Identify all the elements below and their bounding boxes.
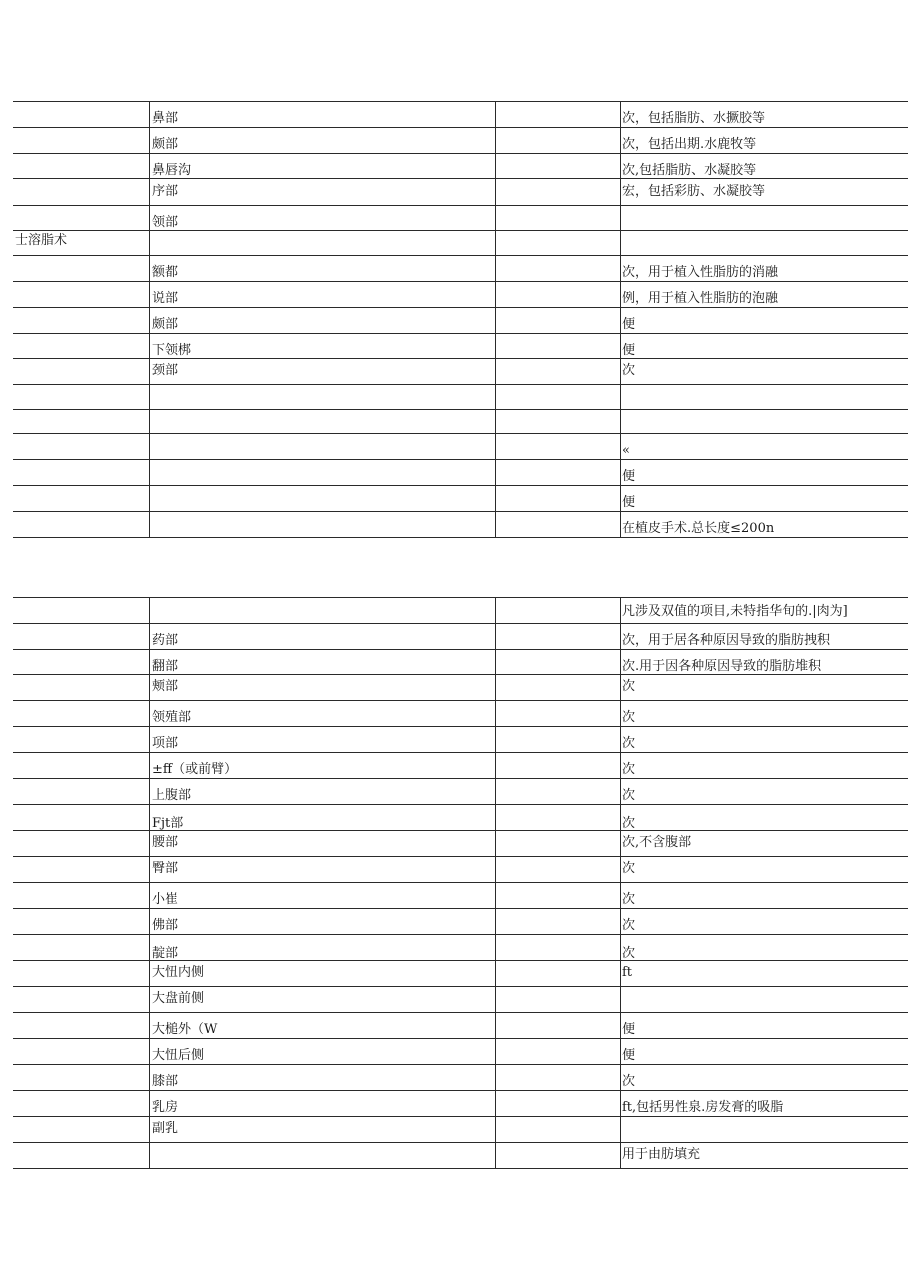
table-row [13,410,908,434]
cell-text: 次 [622,762,636,777]
table-row [13,460,908,486]
table-cell-c4 [620,883,908,908]
cell-text: 颈部 [152,363,179,378]
table-cell-c3 [495,1143,620,1168]
cell-text: ft [622,965,633,980]
table-cell-c2 [149,675,495,700]
table-row [13,753,908,779]
table-cell-c4 [620,727,908,752]
table-row [13,359,908,385]
table-row [13,909,908,935]
table-cell-c3 [495,512,620,537]
table-cell-c3 [495,308,620,333]
table-cell-c2 [149,779,495,804]
table-cell-c4 [620,624,908,649]
table-row [13,961,908,987]
cell-text: 便 [622,1048,636,1063]
table-cell-c3 [495,231,620,255]
table-cell-c2 [149,231,495,255]
table-cell-c4 [620,206,908,230]
table-cell-c1 [13,460,149,485]
cell-text: 次 [622,710,636,725]
table-row [13,206,908,231]
table-cell-c1 [13,359,149,384]
cell-text: 次 [622,1074,636,1089]
table-cell-c2 [149,460,495,485]
procedure-table-2 [13,597,908,1169]
table-row [13,1091,908,1117]
cell-text: 便 [622,495,636,510]
cell-text: 次 [622,946,636,960]
table-row [13,857,908,883]
table-cell-c1 [13,624,149,649]
table-cell-c2 [149,1065,495,1090]
table-cell-c4 [620,831,908,856]
cell-text: 次 [622,788,636,803]
table-cell-c4 [620,410,908,433]
table-cell-c4 [620,987,908,1012]
cell-text: 次 [622,679,636,694]
table-cell-c2 [149,410,495,433]
table-cell-c2 [149,102,495,127]
table-cell-c4 [620,650,908,674]
table-cell-c4 [620,179,908,205]
table-cell-c4 [620,385,908,409]
table-cell-c3 [495,779,620,804]
table-cell-c1 [13,831,149,856]
table-cell-c2 [149,753,495,778]
cell-text: 大盘前侧 [152,991,205,1006]
cell-text: 翻部 [152,659,179,674]
table-cell-c1 [13,1091,149,1116]
table-cell-c3 [495,385,620,409]
table-row [13,1117,908,1143]
table-cell-c1 [13,179,149,205]
table-row [13,883,908,909]
cell-text: ft,包括男性泉.房发膏的吸脂 [622,1100,784,1115]
table-cell-c1 [13,701,149,726]
cell-text: 次.用于因各种原因导致的脂肪堆积 [622,659,822,674]
table-row [13,385,908,410]
cell-text: 凡涉及双值的项目,未特指华旬的.|肉为] [622,604,848,619]
table-cell-c4 [620,486,908,511]
cell-text: 次 [622,861,636,876]
table-row [13,128,908,154]
table-cell-c4 [620,805,908,830]
table-row [13,1013,908,1039]
table-row [13,779,908,805]
table-cell-c3 [495,805,620,830]
cell-text: 次 [622,892,636,907]
cell-text: 例，用于植入性脂肪的泡融 [622,291,779,306]
table-cell-c4 [620,1117,908,1142]
table-cell-c3 [495,1013,620,1038]
cell-text: 佛部 [152,918,179,933]
table-cell-c1 [13,805,149,830]
table-cell-c3 [495,179,620,205]
table-cell-c1 [13,857,149,882]
table-cell-c2 [149,883,495,908]
table-cell-c2 [149,128,495,153]
table-cell-c2 [149,1013,495,1038]
table-cell-c4 [620,701,908,726]
table-row [13,831,908,857]
cell-text: Fjt部 [152,816,184,830]
table-cell-c3 [495,206,620,230]
cell-text: 次，包括出期.水鹿牧等 [622,137,757,152]
cell-text: 便 [622,343,636,358]
table-cell-c1 [13,753,149,778]
table-cell-c1 [13,128,149,153]
table-cell-c1 [13,308,149,333]
table-cell-c1 [13,650,149,674]
table-row [13,486,908,512]
table-cell-c1 [13,154,149,178]
cell-text: 膝部 [152,1074,179,1089]
table-cell-c3 [495,909,620,934]
cell-text: 用于由肪填充 [622,1147,701,1162]
table-cell-c3 [495,1117,620,1142]
cell-text: 大忸后侧 [152,1048,205,1063]
table-cell-c2 [149,206,495,230]
cell-text: 大忸内侧 [152,965,205,980]
table-cell-c4 [620,1013,908,1038]
table-cell-c2 [149,987,495,1012]
cell-text: 士溶脂术 [15,233,68,248]
cell-text: 次，用于植入性脂肪的消融 [622,265,779,280]
table-row [13,256,908,282]
table-cell-c3 [495,1039,620,1064]
table-cell-c3 [495,701,620,726]
table-row [13,102,908,128]
table-cell-c4 [620,256,908,281]
table-cell-c1 [13,1143,149,1168]
table-cell-c1 [13,909,149,934]
table-cell-c4 [620,282,908,307]
table-cell-c2 [149,256,495,281]
table-cell-c3 [495,753,620,778]
table-cell-c4 [620,231,908,255]
table-cell-c1 [13,1039,149,1064]
cell-text: 腰部 [152,835,179,850]
table-cell-c3 [495,624,620,649]
table-cell-c4 [620,308,908,333]
table-cell-c3 [495,727,620,752]
table-row [13,1143,908,1169]
table-cell-c4 [620,128,908,153]
table-cell-c3 [495,987,620,1012]
table-cell-c1 [13,961,149,986]
table-cell-c3 [495,334,620,358]
table-cell-c3 [495,650,620,674]
table-cell-c2 [149,1039,495,1064]
table-cell-c1 [13,935,149,960]
cell-text: 领殖部 [152,710,192,725]
table-row [13,308,908,334]
table-cell-c4 [620,460,908,485]
table-cell-c2 [149,961,495,986]
table-cell-c4 [620,1065,908,1090]
cell-text: 次,不含腹部 [622,835,692,850]
cell-text: 次,包括脂肪、水凝胶等 [622,163,757,178]
table-cell-c2 [149,857,495,882]
table-row [13,282,908,308]
cell-text: 臀部 [152,861,179,876]
table-row [13,179,908,206]
table-cell-c3 [495,831,620,856]
table-cell-c3 [495,961,620,986]
cell-text: 便 [622,1022,636,1037]
cell-text: 鼻唇沟 [152,163,192,178]
table-cell-c1 [13,727,149,752]
table-cell-c2 [149,334,495,358]
table-cell-c4 [620,1143,908,1168]
cell-text: 项部 [152,736,179,751]
cell-text: « [622,443,630,458]
table-cell-c1 [13,256,149,281]
cell-text: 副乳 [152,1121,179,1136]
table-cell-c4 [620,334,908,358]
table-cell-c4 [620,1039,908,1064]
table-cell-c3 [495,282,620,307]
table-cell-c2 [149,154,495,178]
cell-text: ±ff（或前臂） [152,762,238,777]
cell-text: 便 [622,469,636,484]
table-cell-c1 [13,1117,149,1142]
procedure-table-1 [13,101,908,538]
cell-text: 颇部 [152,317,179,332]
table-cell-c1 [13,282,149,307]
table-cell-c3 [495,256,620,281]
table-cell-c4 [620,512,908,537]
table-cell-c3 [495,154,620,178]
table-cell-c2 [149,282,495,307]
table-cell-c1 [13,410,149,433]
table-cell-c1 [13,598,149,623]
table-row [13,154,908,179]
table-cell-c4 [620,857,908,882]
cell-text: 便 [622,317,636,332]
table-row [13,650,908,675]
table-cell-c3 [495,128,620,153]
table-cell-c1 [13,1065,149,1090]
table-cell-c2 [149,831,495,856]
table-cell-c3 [495,1091,620,1116]
table-cell-c1 [13,675,149,700]
table-cell-c3 [495,359,620,384]
table-row [13,231,908,256]
cell-text: 次 [622,918,636,933]
table-cell-c4 [620,434,908,459]
table-cell-c1 [13,231,149,255]
table-cell-c3 [495,1065,620,1090]
table-cell-c4 [620,598,908,623]
table-cell-c1 [13,102,149,127]
table-cell-c3 [495,935,620,960]
table-row [13,727,908,753]
cell-text: 大槌外（W [152,1022,218,1037]
table-cell-c2 [149,179,495,205]
table-row [13,1039,908,1065]
table-row [13,1065,908,1091]
table-row [13,334,908,359]
table-row [13,701,908,727]
table-row [13,675,908,701]
cell-text: 在植皮手术.总长度≤200n [622,521,775,536]
cell-text: 颇部 [152,137,179,152]
table-row [13,434,908,460]
table-row [13,512,908,538]
table-row [13,935,908,961]
table-cell-c4 [620,753,908,778]
table-cell-c2 [149,624,495,649]
table-cell-c2 [149,909,495,934]
cell-text: 颊部 [152,679,179,694]
table-cell-c3 [495,410,620,433]
table-cell-c1 [13,883,149,908]
cell-text: 次 [622,816,636,830]
table-cell-c2 [149,1143,495,1168]
table-row [13,598,908,624]
table-cell-c2 [149,805,495,830]
cell-text: 上腹部 [152,788,192,803]
cell-text: 宏，包括彩肪、水凝胶等 [622,184,766,199]
table-cell-c2 [149,434,495,459]
table-cell-c4 [620,909,908,934]
table-cell-c1 [13,385,149,409]
table-cell-c1 [13,512,149,537]
table-cell-c4 [620,154,908,178]
table-cell-c3 [495,883,620,908]
cell-text: 次，用于居各种原因导致的脂肪拽积 [622,633,831,648]
table-cell-c2 [149,727,495,752]
cell-text: 额都 [152,265,179,280]
table-cell-c1 [13,987,149,1012]
table-cell-c2 [149,486,495,511]
table-cell-c2 [149,1117,495,1142]
cell-text: 次 [622,363,636,378]
table-cell-c1 [13,486,149,511]
table-cell-c3 [495,102,620,127]
cell-text: 乳房 [152,1100,179,1115]
table-cell-c3 [495,675,620,700]
table-cell-c3 [495,434,620,459]
table-cell-c2 [149,598,495,623]
table-row [13,987,908,1013]
cell-text: 小崔 [152,892,179,907]
table-cell-c1 [13,434,149,459]
cell-text: 靛部 [152,946,179,960]
table-cell-c2 [149,512,495,537]
table-cell-c4 [620,935,908,960]
table-cell-c4 [620,1091,908,1116]
cell-text: 次，包括脂肪、水撅胶等 [622,111,766,126]
table-cell-c1 [13,334,149,358]
table-cell-c4 [620,961,908,986]
table-cell-c2 [149,650,495,674]
cell-text: 下领梆 [152,343,192,358]
table-row [13,624,908,650]
table-cell-c2 [149,385,495,409]
cell-text: 说部 [152,291,179,306]
table-cell-c1 [13,779,149,804]
table-cell-c2 [149,701,495,726]
cell-text: 鼻部 [152,111,179,126]
table-cell-c2 [149,935,495,960]
table-cell-c3 [495,460,620,485]
cell-text: 领部 [152,215,179,230]
table-cell-c1 [13,206,149,230]
table-cell-c3 [495,857,620,882]
table-cell-c1 [13,1013,149,1038]
table-cell-c3 [495,486,620,511]
table-cell-c4 [620,359,908,384]
table-cell-c2 [149,359,495,384]
table-cell-c3 [495,598,620,623]
cell-text: 药部 [152,633,179,648]
table-cell-c4 [620,102,908,127]
table-row [13,805,908,831]
table-cell-c2 [149,308,495,333]
cell-text: 次 [622,736,636,751]
table-cell-c4 [620,675,908,700]
table-cell-c4 [620,779,908,804]
table-cell-c2 [149,1091,495,1116]
cell-text: 序部 [152,184,179,199]
